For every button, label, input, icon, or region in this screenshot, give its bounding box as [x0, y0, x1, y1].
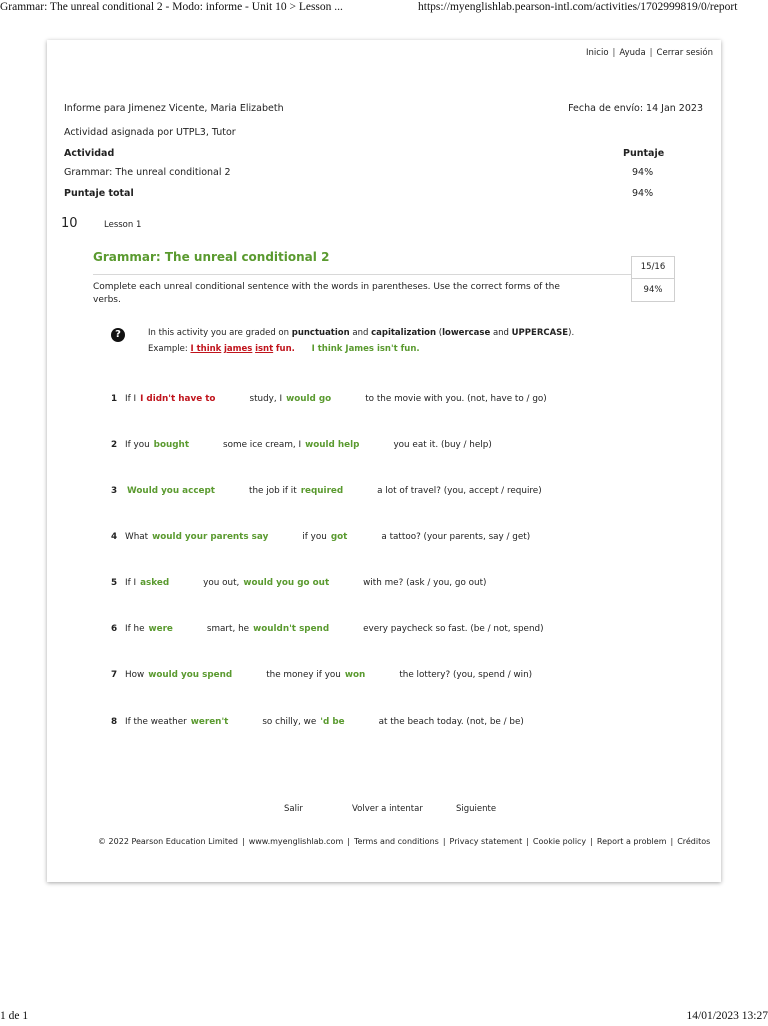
credits-link[interactable]: Créditos [677, 837, 711, 846]
assigned-by-label: Actividad asignada por UTPL3, Tutor [64, 127, 236, 138]
answer-blank-2[interactable]: 'd be [320, 717, 345, 727]
score-percent: 94% [643, 285, 663, 295]
exit-button[interactable]: Salir [284, 804, 303, 814]
note-text: and [492, 328, 509, 338]
copyright-text: © 2022 Pearson Education Limited [98, 837, 238, 846]
question-text: the lottery? (you, spend / win) [399, 670, 533, 680]
note-text: ). [568, 328, 575, 338]
question-text: at the beach today. (not, be / be) [378, 717, 524, 727]
answer-blank-2[interactable]: got [330, 532, 348, 542]
answer-blank-1[interactable]: asked [140, 578, 170, 588]
question-text: If the weather [125, 717, 187, 727]
answer-blank-1[interactable]: Would you accept [127, 486, 216, 496]
retry-button[interactable]: Volver a intentar [352, 804, 423, 814]
question-text: the money if you [266, 670, 341, 680]
question-text: If you [125, 440, 150, 450]
question-text: so chilly, we [262, 717, 317, 727]
question-text: some ice cream, I [223, 440, 302, 450]
note-uppercase: UPPERCASE [511, 328, 569, 338]
terms-link[interactable]: Terms and conditions [353, 837, 439, 846]
question-text: study, I [249, 394, 283, 404]
page-count: 1 de 1 [0, 1010, 29, 1022]
help-icon[interactable]: ? [111, 328, 125, 342]
home-link[interactable]: Inicio [586, 48, 609, 58]
question-number: 8 [111, 717, 118, 727]
score-fraction: 15/16 [632, 257, 674, 279]
question-text: to the movie with you. (not, have to / go) [365, 394, 547, 404]
unit-number: 10 [61, 216, 78, 231]
answer-blank-1[interactable]: were [148, 624, 173, 634]
total-score-label: Puntaje total [64, 188, 134, 199]
question-text: If I [125, 394, 137, 404]
question-row [111, 484, 542, 498]
question-text: a lot of travel? (you, accept / require) [377, 486, 542, 496]
logout-link[interactable]: Cerrar sesión [656, 48, 713, 58]
question-text: If I [125, 578, 137, 588]
question-number: 5 [111, 578, 118, 588]
example-wrong: james [224, 344, 253, 354]
cookie-link[interactable]: Cookie policy [532, 837, 587, 846]
site-link[interactable]: www.myenglishlab.com [248, 837, 344, 846]
activity-title: Grammar: The unreal conditional 2 [93, 250, 330, 264]
print-header-url: https://myenglishlab.pearson-intl.com/activities/1702999819/0/report [418, 1, 738, 13]
question-text: a tattoo? (your parents, say / get) [381, 532, 531, 542]
answer-blank-1[interactable]: would your parents say [152, 532, 269, 542]
grading-note [148, 325, 574, 357]
help-link[interactable]: Ayuda [619, 48, 646, 58]
activity-column-header: Actividad [64, 148, 115, 159]
score-column-header: Puntaje [623, 148, 665, 159]
question-text: If he [125, 624, 145, 634]
lesson-label: Lesson 1 [104, 220, 142, 230]
score-box [631, 256, 675, 302]
question-text: the job if it [249, 486, 297, 496]
question-number: 1 [111, 394, 118, 404]
question-row [111, 392, 547, 406]
question-text: smart, he [206, 624, 250, 634]
answer-blank-2[interactable]: would go [286, 394, 332, 404]
answer-blank-2[interactable]: wouldn't spend [253, 624, 330, 634]
question-row [111, 622, 544, 636]
question-text: every paycheck so fast. (be / not, spend) [363, 624, 544, 634]
answer-blank-2[interactable]: would you go out [243, 578, 330, 588]
question-number: 6 [111, 624, 118, 634]
note-text: ( [438, 328, 443, 338]
answer-blank-1[interactable]: weren't [190, 717, 229, 727]
answer-blank-1[interactable]: I didn't have to [140, 394, 216, 404]
print-datetime: 14/01/2023 13:27 [686, 1010, 768, 1022]
activity-score: 94% [632, 167, 654, 178]
answer-blank-2[interactable]: required [300, 486, 344, 496]
note-text: and [352, 328, 369, 338]
title-divider [93, 274, 633, 275]
example-wrong: I think [190, 344, 222, 354]
question-text: if you [302, 532, 327, 542]
report-card [47, 40, 721, 882]
answer-blank-2[interactable]: would help [305, 440, 360, 450]
report-for-label: Informe para Jimenez Vicente, Maria Elizabeth [64, 103, 284, 114]
print-header [0, 0, 768, 16]
sent-date-label: Fecha de envío: 14 Jan 2023 [568, 103, 703, 114]
example-wrong: isnt [255, 344, 274, 354]
question-text: How [125, 670, 145, 680]
example-correct: I think James isn't fun. [311, 344, 420, 354]
example-line [148, 341, 574, 357]
print-header-title: Grammar: The unreal conditional 2 - Modo: informe - Unit 10 > Lesson ... [0, 1, 343, 13]
example-label: Example: [148, 344, 188, 354]
question-text: you eat it. (buy / help) [393, 440, 492, 450]
answer-blank-2[interactable]: won [344, 670, 366, 680]
privacy-link[interactable]: Privacy statement [449, 837, 523, 846]
answer-blank-1[interactable]: bought [153, 440, 190, 450]
page-footer: © 2022 Pearson Education Limited | www.myenglishlab.com | Terms and conditions | Privacy statement | Cookie policy | Report a problem | Créditos [98, 837, 711, 846]
question-text: with me? (ask / you, go out) [363, 578, 487, 588]
question-text: you out, [203, 578, 240, 588]
activity-name: Grammar: The unreal conditional 2 [64, 167, 231, 178]
question-number: 2 [111, 440, 118, 450]
question-row [111, 576, 486, 590]
question-row [111, 668, 532, 682]
question-text: What [125, 532, 149, 542]
note-lowercase: lowercase [442, 328, 491, 338]
next-button[interactable]: Siguiente [456, 804, 497, 814]
total-score-value: 94% [632, 188, 654, 199]
activity-instructions: Complete each unreal conditional sentence with the words in parentheses. Use the correct forms of the verbs. [93, 282, 560, 305]
top-links: Inicio | Ayuda | Cerrar sesión [586, 48, 713, 58]
question-number: 4 [111, 532, 118, 542]
note-text: In this activity you are graded on [148, 328, 290, 338]
answer-blank-1[interactable]: would you spend [148, 670, 233, 680]
question-row [111, 530, 530, 544]
question-row [111, 715, 524, 729]
question-number: 3 [111, 486, 118, 496]
question-number: 7 [111, 670, 118, 680]
report-problem-link[interactable]: Report a problem [596, 837, 667, 846]
note-capitalization: capitalization [371, 328, 437, 338]
question-row [111, 438, 492, 452]
note-punctuation: punctuation [291, 328, 350, 338]
example-wrong: fun. [275, 344, 295, 354]
